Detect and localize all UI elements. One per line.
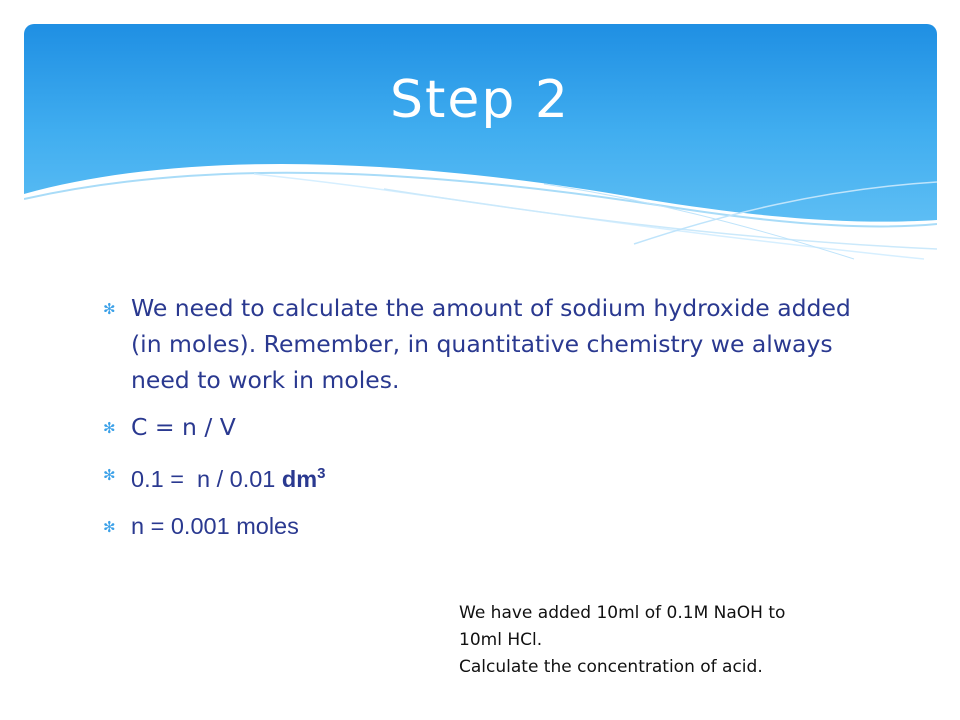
bullet-item [103,409,883,445]
bullet-text: C = n / V [131,413,236,441]
bullet-text: We need to calculate the amount of sodium hydroxide added (in moles). Remember, in quantitative chemistry we always need to work in moles. [131,294,851,394]
unit-superscript: 3 [317,465,326,482]
asterisk-icon: ✻ [103,517,116,536]
bullet-text: n = 0.001 moles [131,512,299,539]
bullet-text [131,466,326,492]
equation-prefix: 0.1 = n / 0.01 [131,465,282,492]
unit-text: dm [281,465,318,492]
bullet-item [103,456,883,497]
bullet-item [103,508,883,544]
asterisk-icon: ✻ [103,466,116,484]
note-line: Calculate the concentration of acid. [459,657,763,677]
asterisk-icon: ✻ [103,300,116,318]
bullet-list [103,290,883,555]
note-line: 10ml HCl. [459,630,543,650]
note-line: We have added 10ml of 0.1M NaOH to [459,603,786,623]
note-box [459,600,899,681]
bullet-item [103,290,883,398]
wave-decoration [24,24,937,269]
header-banner [24,24,937,269]
asterisk-icon: ✻ [103,419,116,437]
slide-title: Step 2 [389,70,570,130]
